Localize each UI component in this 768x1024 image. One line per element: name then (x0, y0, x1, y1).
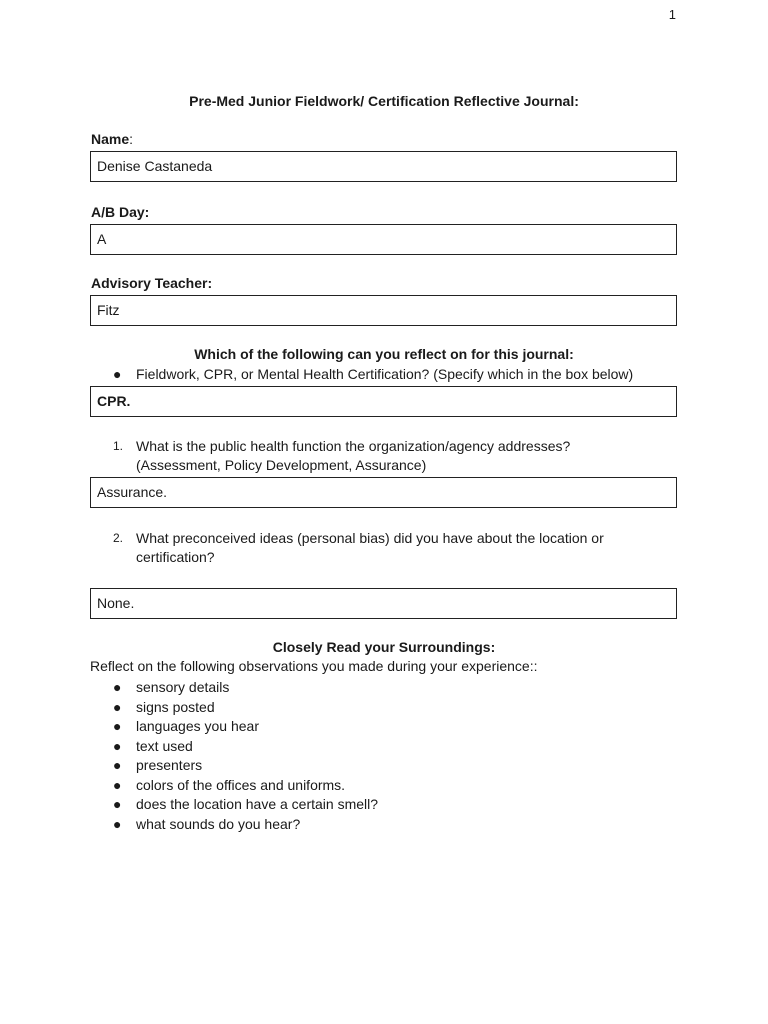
bullet-icon: ● (113, 776, 122, 793)
reflect-bullet-text: Fieldwork, CPR, or Mental Health Certification? (Specify which in the box below) (136, 366, 634, 382)
question-2-number: 2. (113, 531, 124, 545)
ab-day-label: A/B Day: (91, 204, 150, 220)
list-item (113, 815, 378, 835)
list-item-text: signs posted (136, 698, 215, 715)
question-1 (113, 437, 633, 477)
question-1-line-2: (Assessment, Policy Development, Assurance) (136, 457, 427, 473)
surroundings-heading: Closely Read your Surroundings: (272, 639, 496, 655)
list-item (113, 678, 378, 698)
list-item (113, 795, 378, 815)
document-title: Pre-Med Junior Fieldwork/ Certification Reflective Journal: (189, 93, 579, 109)
bullet-icon: ● (113, 366, 122, 382)
list-item (113, 776, 378, 796)
list-item-text: does the location have a certain smell? (136, 796, 379, 812)
list-item (113, 737, 378, 757)
bullet-icon: ● (113, 757, 122, 773)
question-2 (113, 529, 633, 569)
list-item-text: presenters (136, 757, 203, 773)
advisory-teacher-field[interactable]: Fitz (90, 295, 677, 326)
page-number: 1 (668, 7, 676, 22)
bullet-icon: ● (113, 737, 122, 754)
reflect-bullet (113, 365, 633, 385)
name-field[interactable]: Denise Castaneda (90, 151, 677, 182)
list-item-text: languages you hear (136, 718, 259, 734)
ab-day-field[interactable]: A (90, 224, 677, 255)
list-item (113, 756, 378, 776)
list-item (113, 717, 378, 737)
reflect-answer-field[interactable]: CPR. (90, 386, 677, 417)
advisory-teacher-label: Advisory Teacher: (91, 275, 213, 291)
question-1-answer-field[interactable]: Assurance. (90, 477, 677, 508)
reflect-heading: Which of the following can you reflect on for this journal: (194, 346, 574, 362)
bullet-icon: ● (113, 796, 122, 812)
bullet-icon: ● (113, 698, 122, 715)
bullet-icon: ● (113, 679, 122, 695)
question-2-text (136, 529, 636, 567)
name-label (91, 131, 133, 147)
question-2-line-2: certification? (136, 549, 215, 565)
question-2-line-1: What preconceived ideas (personal bias) did you have about the location or (136, 530, 604, 546)
list-item-text: text used (136, 737, 193, 754)
list-item-text: colors of the offices and uniforms. (136, 776, 346, 793)
question-1-line-1: What is the public health function the organization/agency addresses? (136, 438, 571, 454)
list-item-text: what sounds do you hear? (136, 815, 301, 832)
question-2-answer-field[interactable]: None. (90, 588, 677, 619)
observations-list (113, 678, 378, 834)
bullet-icon: ● (113, 815, 122, 832)
name-label-text: Name (91, 131, 130, 147)
bullet-icon: ● (113, 718, 122, 734)
question-1-text (136, 437, 636, 475)
list-item-text: sensory details (136, 679, 230, 695)
question-1-number: 1. (113, 439, 124, 453)
surroundings-intro: Reflect on the following observations you made during your experience:: (90, 658, 538, 674)
name-label-colon: : (129, 131, 134, 147)
list-item (113, 698, 378, 718)
